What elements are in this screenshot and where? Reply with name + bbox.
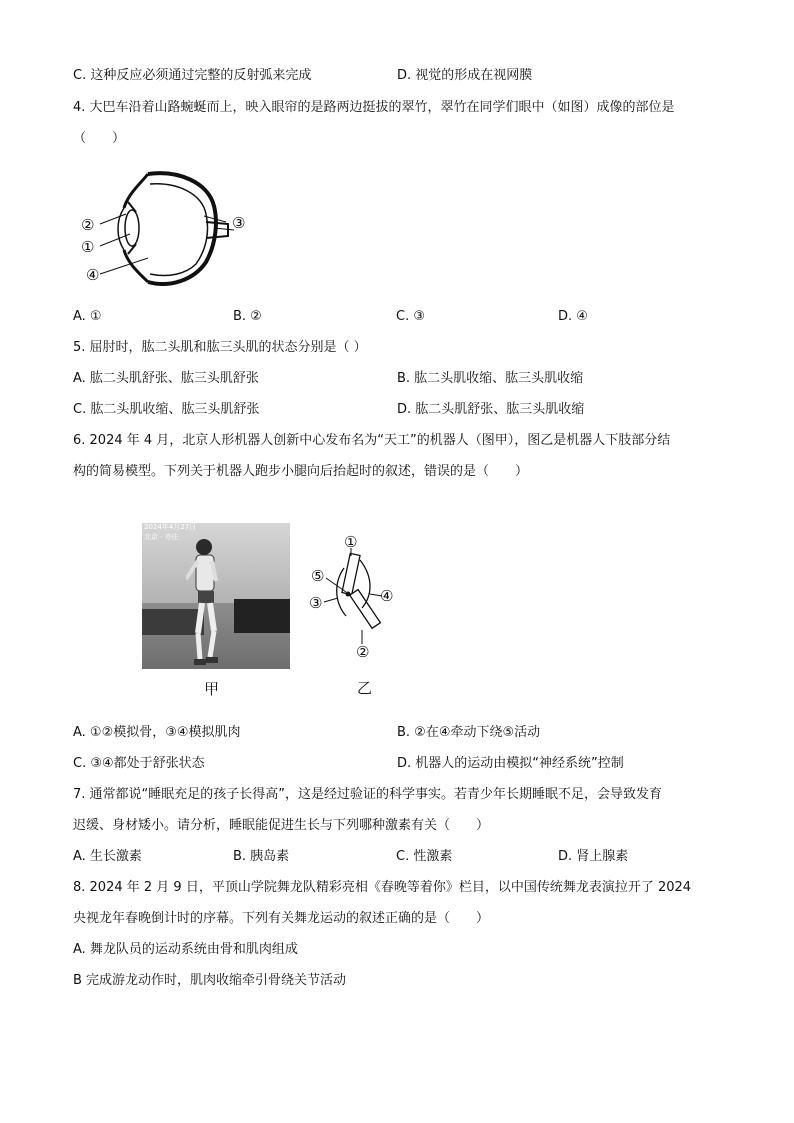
option-8a: A. 舞龙队员的运动系统由骨和肌肉组成 [73, 942, 298, 957]
question-7-stem: 7. 通常都说“睡眠充足的孩子长得高”，这是经过验证的科学事实。若青少年长期睡眠不足，会导致发育 [73, 787, 663, 802]
photo-location: 北京 · 亦庄 [144, 533, 179, 541]
question-4-stem: 4. 大巴车沿着山路蜿蜒而上，映入眼帘的是路两边挺拔的翠竹，翠竹在同学们眼中（如图）成像的部位是 [73, 100, 675, 115]
figure-yi-caption: 乙 [357, 679, 373, 697]
option-3c: C. 这种反应必须通过完整的反射弧来完成 [73, 68, 312, 83]
question-6-stem: 6. 2024 年 4 月，北京人形机器人创新中心发布名为“天工”的机器人（图甲），图乙是机器人下肢部分结 [73, 433, 671, 448]
robot-photo [142, 523, 290, 669]
question-7-stem-cont: 迟缓、身材矮小。请分析，睡眠能促进生长与下列哪种激素有关（ ） [73, 818, 490, 833]
question-5-stem: 5. 屈肘时，肱二头肌和肱三头肌的状态分别是（ ） [73, 340, 367, 355]
option-7a: A. 生长激素 [73, 849, 142, 864]
model-label-4: ④ [380, 587, 394, 605]
option-5c: C. 肱二头肌收缩、肱三头肌舒张 [73, 402, 260, 417]
option-4c: C. ③ [396, 309, 425, 324]
question-8-stem-cont: 央视龙年春晚倒计时的序幕。下列有关舞龙运动的叙述正确的是（ ） [73, 911, 490, 926]
photo-date: 2024年4月27日 [144, 523, 197, 531]
option-6c: C. ③④都处于舒张状态 [73, 756, 205, 771]
model-label-3: ③ [309, 594, 323, 612]
option-5d: D. 肱二头肌舒张、肱三头肌收缩 [397, 402, 585, 417]
eye-label-3: ③ [232, 214, 246, 232]
option-7b: B. 胰岛素 [233, 849, 290, 864]
model-label-2: ② [356, 643, 370, 661]
question-8-stem: 8. 2024 年 2 月 9 日，平顶山学院舞龙队精彩亮相《春晚等着你》栏目，以中国传统舞龙表演拉开了 2024 [73, 880, 692, 895]
question-6-stem-cont: 构的简易模型。下列关于机器人跑步小腿向后抬起时的叙述，错误的是（ ） [73, 464, 529, 479]
figure-jia-caption: 甲 [204, 680, 220, 698]
option-6d: D. 机器人的运动由模拟“神经系统”控制 [397, 756, 624, 771]
option-6a: A. ①②模拟骨，③④模拟肌肉 [73, 725, 241, 740]
model-label-1: ① [344, 533, 358, 551]
option-3d: D. 视觉的形成在视网膜 [397, 68, 533, 83]
option-4b: B. ② [233, 309, 262, 324]
option-7d: D. 肾上腺素 [558, 849, 629, 864]
photo-equipment-right [234, 599, 290, 633]
model-label-5: ⑤ [311, 567, 325, 585]
option-8b: B 完成游龙动作时，肌肉收缩牵引骨绕关节活动 [73, 973, 347, 988]
option-4d: D. ④ [558, 309, 588, 324]
option-4a: A. ① [73, 309, 102, 324]
eye-diagram [78, 164, 258, 292]
option-5b: B. 肱二头肌收缩、肱三头肌收缩 [397, 371, 584, 386]
option-5a: A. 肱二头肌舒张、肱三头肌舒张 [73, 371, 259, 386]
robot-figure [186, 533, 236, 669]
eye-label-2: ② [81, 216, 95, 234]
eye-label-1: ① [81, 238, 95, 256]
option-7c: C. 性激素 [396, 849, 453, 864]
question-4-blank: （ ） [73, 131, 126, 146]
option-6b: B. ②在④牵动下绕⑤活动 [397, 725, 541, 740]
eye-label-4: ④ [86, 266, 100, 284]
